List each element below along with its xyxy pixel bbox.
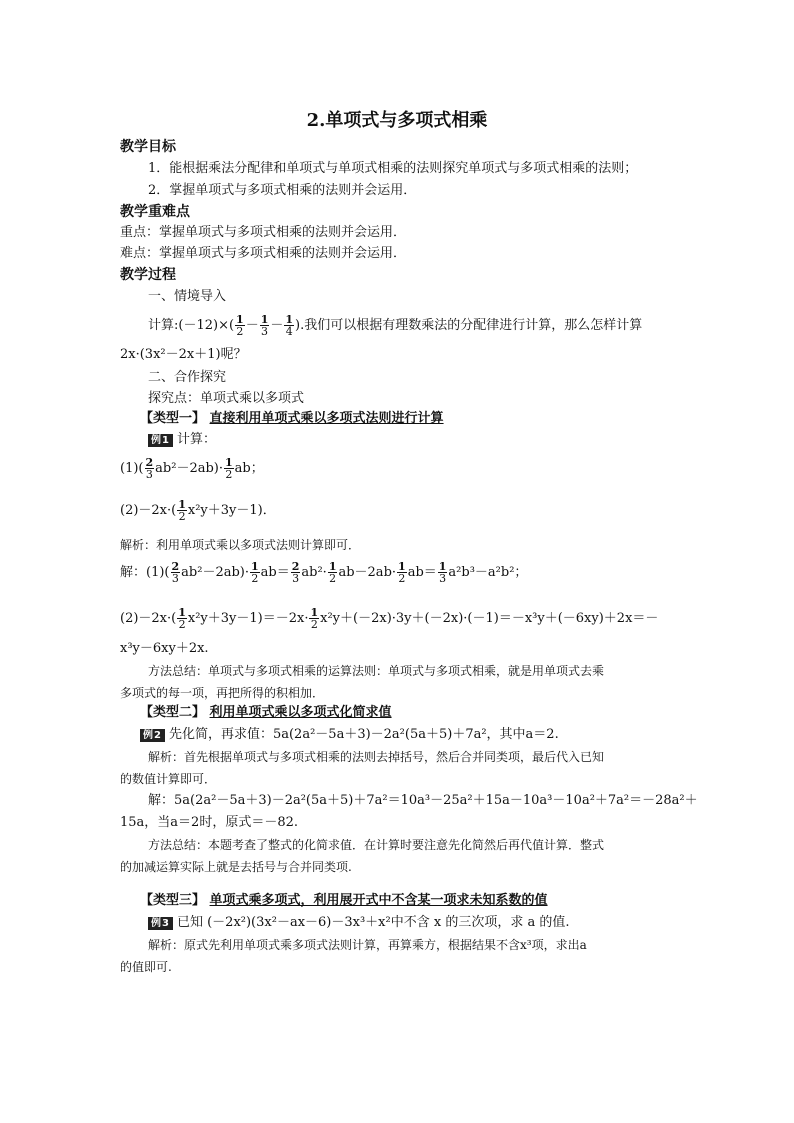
example-3-text: 已知 (－2x²)(3x²－ax－6)－3x³＋x²中不含 x 的三次项，求 a 的值.	[176, 915, 570, 930]
intro-heading: 一、情境导入	[148, 289, 227, 304]
intro-calc-a: 计算:(－12)×(	[148, 318, 235, 333]
fraction: $\frac{2}{3}$	[145, 456, 154, 481]
fraction: $\frac{1}{2}$	[251, 560, 259, 585]
intro-line-2: 2x·(3x²－2x＋1)呢？	[120, 347, 247, 362]
type1-summary-a: 方法总结：单项式与多项式相乘的运算法则：单项式与多项式相乘，就是用单项式去乘	[148, 664, 605, 678]
type1-analysis: 解析：利用单项式乘以多项式法则计算即可．	[120, 538, 361, 552]
fraction: $\frac{1}{2}$	[310, 606, 319, 631]
type2-analysis-a: 解析：首先根据单项式与多项式相乘的法则去掉括号，然后合并同类项，最后代入已知	[148, 750, 605, 764]
solution-1: 解：(1)( $\frac{2}{3}$ ab²－2ab)· $\frac{1}{2}$ ab＝ $\frac{2}{3}$ ab²· $\frac{1}{2}$ ab－2ab· $\frac{1}{2}$ ab＝ $\frac{1}{3}$ a²b³－a²b²；	[120, 560, 528, 585]
difficult-point: 难点：掌握单项式与多项式相乘的法则并会运用．	[120, 246, 407, 261]
explore-heading: 二、合作探究	[148, 370, 227, 385]
type3-analysis-a: 解析：原式先利用单项式乘多项式法则计算，再算乘方，根据结果不含x³项，求出a	[148, 938, 587, 952]
example-1-text: 计算：	[176, 432, 216, 447]
type2-summary-b: 的加减运算实际上就是去括号与合并同类项.	[120, 860, 352, 874]
type3-title: 单项式乘多项式，利用展开式中不含某一项求未知系数的值	[209, 893, 548, 908]
solution-2: (2)－2x·( $\frac{1}{2}$ x²y＋3y－1)＝－2x· $\frac{1}{2}$ x²y＋(－2x)·3y＋(－2x)·(－1)＝－x³y＋(－6xy)＋2x＝－	[120, 606, 659, 631]
page-title: 2.单项式与多项式相乘	[306, 110, 488, 131]
example-2-text: 先化简，再求值：5a(2a²－5a＋3)－2a²(5a＋5)＋7a²，其中a＝2.	[168, 727, 559, 742]
type2-analysis-b: 的数值计算即可．	[120, 772, 217, 786]
type2-solution-b: 15a，当a＝2时，原式＝－82.	[120, 815, 298, 830]
fraction: $\frac{1}{2}$	[178, 606, 186, 631]
type2-label: 【类型二】	[140, 705, 206, 720]
type1-summary-b: 多项式的每一项，再把所得的积相加．	[120, 686, 325, 700]
type1-title: 直接利用单项式乘以多项式法则进行计算	[209, 411, 444, 426]
problem-1: (1)( $\frac{2}{3}$ ab²－2ab)· $\frac{1}{2}$ ab；	[120, 456, 264, 481]
intro-calc-b: ).我们可以根据有理数乘法的分配律进行计算，那么怎样计算	[295, 318, 643, 333]
problem-2: (2)－2x·( $\frac{1}{2}$ x²y＋3y－1)．	[120, 498, 276, 523]
type2-heading	[140, 704, 392, 722]
key-heading: 教学重难点	[120, 204, 190, 220]
type3-label: 【类型三】	[140, 893, 206, 908]
type3-analysis-b: 的值即可.	[120, 960, 172, 974]
type1-heading	[140, 410, 444, 428]
intro-calc: 计算:(－12)×( $\frac{1}{2}$ － $\frac{1}{3}$ － $\frac{1}{4}$ ).我们可以根据有理数乘法的分配律进行计算，那么怎样计算	[148, 313, 643, 338]
goal-2: 2．掌握单项式与多项式相乘的法则并会运用．	[148, 183, 417, 198]
type2-summary-a: 方法总结：本题考查了整式的化简求值．在计算时要注意先化简然后再代值计算．整式	[148, 838, 605, 852]
fraction: $\frac{2}{3}$	[171, 560, 180, 585]
type2-solution-a: 解：5a(2a²－5a＋3)－2a²(5a＋5)＋7a²＝10a³－25a²＋15a－10a³－10a²＋7a²＝－28a²＋	[148, 793, 698, 808]
solution-2-cont: x³y－6xy＋2x.	[120, 641, 209, 656]
example-3	[148, 914, 569, 932]
example-1	[148, 431, 216, 449]
type1-label: 【类型一】	[140, 411, 206, 426]
fraction: $\frac{2}{3}$	[291, 560, 300, 585]
fraction: $\frac{1}{2}$	[236, 313, 244, 338]
type2-title: 利用单项式乘以多项式化简求值	[209, 705, 392, 720]
process-heading: 教学过程	[120, 267, 176, 283]
explore-point: 探究点：单项式乘以多项式	[148, 391, 305, 406]
fraction: $\frac{1}{3}$	[260, 313, 269, 338]
example-3-tag: 例3	[148, 917, 173, 930]
fraction: $\frac{1}{3}$	[438, 560, 447, 585]
fraction: $\frac{1}{2}$	[225, 456, 233, 481]
type3-heading	[140, 892, 548, 910]
example-2	[140, 726, 559, 744]
fraction: $\frac{1}{2}$	[178, 498, 186, 523]
example-2-tag: 例2	[140, 729, 165, 742]
fraction: $\frac{1}{2}$	[398, 560, 406, 585]
example-1-tag: 例1	[148, 434, 173, 447]
key-point: 重点：掌握单项式与多项式相乘的法则并会运用．	[120, 225, 407, 240]
goals-heading: 教学目标	[120, 139, 176, 155]
fraction: $\frac{1}{4}$	[285, 313, 294, 338]
fraction: $\frac{1}{2}$	[328, 560, 337, 585]
goal-1: 1．能根据乘法分配律和单项式与单项式相乘的法则探究单项式与多项式相乘的法则；	[148, 161, 638, 176]
